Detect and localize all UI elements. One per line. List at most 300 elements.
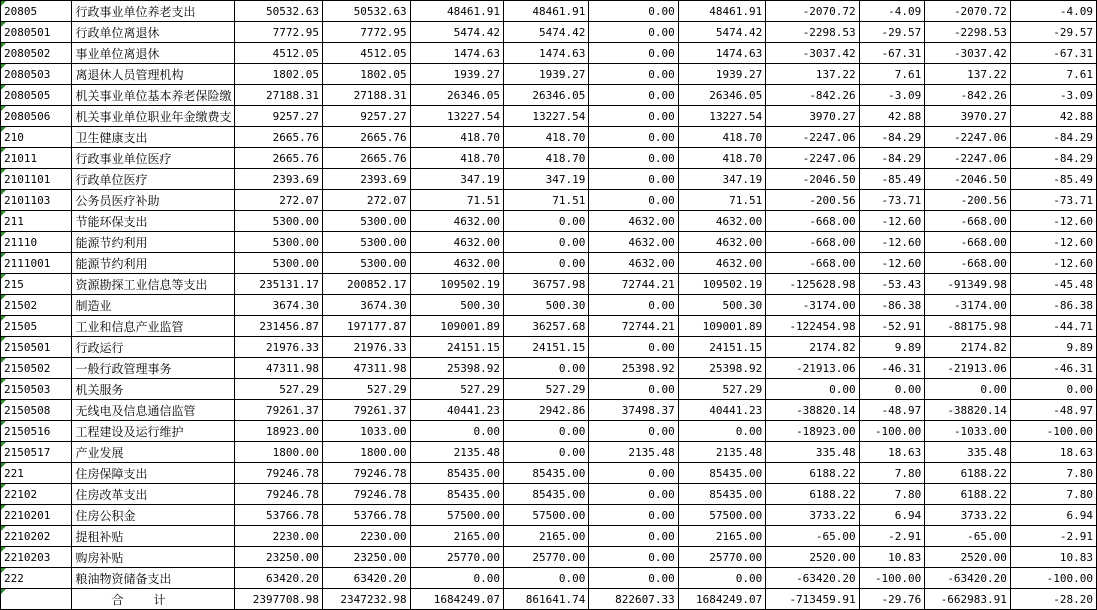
basic-cell: 24151.15 — [503, 337, 588, 358]
table-row — [1, 190, 1097, 211]
diff-basic-cell: 137.22 — [925, 64, 1011, 85]
name-cell: 住房公积金 — [72, 505, 235, 526]
basic-cell: 57500.00 — [503, 505, 588, 526]
code-cell: 211 — [1, 211, 72, 232]
actual-cell: 25398.92 — [410, 358, 503, 379]
actual-cell: 4632.00 — [410, 232, 503, 253]
budget-basic-cell: 9257.27 — [323, 106, 411, 127]
actual-cell: 1684249.07 — [410, 589, 503, 610]
diff-basic-pct-cell: -46.31 — [1010, 358, 1096, 379]
diff-pct-cell: -2.91 — [859, 526, 925, 547]
actual-total-cell: 109502.19 — [678, 274, 766, 295]
actual-total-cell: 25770.00 — [678, 547, 766, 568]
basic-cell: 500.30 — [503, 295, 588, 316]
diff-basic-cell: -3174.00 — [925, 295, 1011, 316]
basic-cell: 0.00 — [503, 421, 588, 442]
basic-cell: 36257.68 — [503, 316, 588, 337]
actual-total-cell: 500.30 — [678, 295, 766, 316]
table-row — [1, 526, 1097, 547]
name-cell: 卫生健康支出 — [72, 127, 235, 148]
table-row — [1, 337, 1097, 358]
name-cell: 粮油物资储备支出 — [72, 568, 235, 589]
basic-cell: 1474.63 — [503, 43, 588, 64]
code-cell: 2101101 — [1, 169, 72, 190]
diff-cell: -842.26 — [766, 85, 859, 106]
diff-basic-cell: -1033.00 — [925, 421, 1011, 442]
diff-cell: -3174.00 — [766, 295, 859, 316]
project-cell: 0.00 — [589, 526, 678, 547]
diff-basic-pct-cell: 10.83 — [1010, 547, 1096, 568]
budget-basic-cell: 200852.17 — [323, 274, 411, 295]
diff-pct-cell: 7.61 — [859, 64, 925, 85]
budget-cell: 4512.05 — [235, 43, 323, 64]
basic-cell: 861641.74 — [503, 589, 588, 610]
diff-basic-pct-cell: -4.09 — [1010, 1, 1096, 22]
diff-basic-pct-cell: 9.89 — [1010, 337, 1096, 358]
diff-pct-cell: -12.60 — [859, 253, 925, 274]
table-row — [1, 421, 1097, 442]
actual-total-cell: 40441.23 — [678, 400, 766, 421]
diff-cell: 335.48 — [766, 442, 859, 463]
diff-basic-pct-cell: -44.71 — [1010, 316, 1096, 337]
diff-cell: 3970.27 — [766, 106, 859, 127]
code-cell: 222 — [1, 568, 72, 589]
basic-cell: 418.70 — [503, 148, 588, 169]
diff-cell: 3733.22 — [766, 505, 859, 526]
diff-basic-cell: -38820.14 — [925, 400, 1011, 421]
name-cell: 住房保障支出 — [72, 463, 235, 484]
diff-basic-cell: -2046.50 — [925, 169, 1011, 190]
code-cell: 2080503 — [1, 64, 72, 85]
diff-cell: 6188.22 — [766, 463, 859, 484]
budget-cell: 527.29 — [235, 379, 323, 400]
budget-cell: 5300.00 — [235, 211, 323, 232]
project-cell: 2135.48 — [589, 442, 678, 463]
diff-cell: -668.00 — [766, 232, 859, 253]
code-cell: 2080506 — [1, 106, 72, 127]
name-cell: 工业和信息产业监管 — [72, 316, 235, 337]
diff-basic-pct-cell: 42.88 — [1010, 106, 1096, 127]
diff-cell: -3037.42 — [766, 43, 859, 64]
actual-total-cell: 13227.54 — [678, 106, 766, 127]
code-cell: 2080505 — [1, 85, 72, 106]
basic-cell: 2165.00 — [503, 526, 588, 547]
name-cell: 节能环保支出 — [72, 211, 235, 232]
actual-total-cell: 1474.63 — [678, 43, 766, 64]
diff-cell: 2174.82 — [766, 337, 859, 358]
code-cell: 221 — [1, 463, 72, 484]
diff-basic-cell: -91349.98 — [925, 274, 1011, 295]
actual-total-cell: 109001.89 — [678, 316, 766, 337]
budget-cell: 3674.30 — [235, 295, 323, 316]
actual-total-cell: 527.29 — [678, 379, 766, 400]
code-cell: 2150517 — [1, 442, 72, 463]
budget-cell: 5300.00 — [235, 232, 323, 253]
budget-cell: 63420.20 — [235, 568, 323, 589]
diff-pct-cell: -52.91 — [859, 316, 925, 337]
diff-pct-cell: -84.29 — [859, 148, 925, 169]
name-cell: 住房改革支出 — [72, 484, 235, 505]
table-row — [1, 1, 1097, 22]
budget-cell: 9257.27 — [235, 106, 323, 127]
code-cell: 2150501 — [1, 337, 72, 358]
name-cell: 提租补贴 — [72, 526, 235, 547]
table-row — [1, 274, 1097, 295]
actual-total-cell: 5474.42 — [678, 22, 766, 43]
actual-total-cell: 418.70 — [678, 127, 766, 148]
budget-basic-cell: 2347232.98 — [323, 589, 411, 610]
actual-total-cell: 57500.00 — [678, 505, 766, 526]
table-row — [1, 169, 1097, 190]
project-cell: 0.00 — [589, 169, 678, 190]
project-cell: 4632.00 — [589, 232, 678, 253]
budget-cell: 1802.05 — [235, 64, 323, 85]
project-cell: 0.00 — [589, 1, 678, 22]
actual-total-cell: 71.51 — [678, 190, 766, 211]
diff-basic-pct-cell: -12.60 — [1010, 211, 1096, 232]
table-row — [1, 127, 1097, 148]
diff-pct-cell: -29.76 — [859, 589, 925, 610]
budget-basic-cell: 2665.76 — [323, 127, 411, 148]
basic-cell: 527.29 — [503, 379, 588, 400]
table-row — [1, 442, 1097, 463]
project-cell: 0.00 — [589, 484, 678, 505]
budget-cell: 1800.00 — [235, 442, 323, 463]
actual-cell: 5474.42 — [410, 22, 503, 43]
table-row — [1, 463, 1097, 484]
code-cell: 2080502 — [1, 43, 72, 64]
budget-basic-cell: 63420.20 — [323, 568, 411, 589]
basic-cell: 418.70 — [503, 127, 588, 148]
diff-pct-cell: -48.97 — [859, 400, 925, 421]
diff-basic-pct-cell: 7.61 — [1010, 64, 1096, 85]
basic-cell: 0.00 — [503, 253, 588, 274]
project-cell: 0.00 — [589, 43, 678, 64]
actual-cell: 13227.54 — [410, 106, 503, 127]
diff-basic-pct-cell: 0.00 — [1010, 379, 1096, 400]
actual-cell: 24151.15 — [410, 337, 503, 358]
actual-total-cell: 347.19 — [678, 169, 766, 190]
budget-basic-cell: 5300.00 — [323, 253, 411, 274]
name-cell: 产业发展 — [72, 442, 235, 463]
diff-basic-pct-cell: 7.80 — [1010, 463, 1096, 484]
diff-pct-cell: 6.94 — [859, 505, 925, 526]
actual-total-cell: 4632.00 — [678, 232, 766, 253]
actual-total-cell: 85435.00 — [678, 463, 766, 484]
project-cell: 0.00 — [589, 379, 678, 400]
project-cell: 72744.21 — [589, 316, 678, 337]
budget-basic-cell: 79261.37 — [323, 400, 411, 421]
diff-basic-pct-cell: -29.57 — [1010, 22, 1096, 43]
table-row — [1, 547, 1097, 568]
basic-cell: 13227.54 — [503, 106, 588, 127]
code-cell: 2210201 — [1, 505, 72, 526]
diff-basic-pct-cell: -3.09 — [1010, 85, 1096, 106]
table-row — [1, 253, 1097, 274]
diff-basic-cell: -63420.20 — [925, 568, 1011, 589]
table-row — [1, 295, 1097, 316]
diff-cell: 6188.22 — [766, 484, 859, 505]
diff-cell: -668.00 — [766, 253, 859, 274]
code-cell: 2210202 — [1, 526, 72, 547]
project-cell: 0.00 — [589, 295, 678, 316]
budget-cell: 235131.17 — [235, 274, 323, 295]
name-cell: 能源节约利用 — [72, 253, 235, 274]
budget-cell: 47311.98 — [235, 358, 323, 379]
diff-pct-cell: -3.09 — [859, 85, 925, 106]
table-row — [1, 358, 1097, 379]
diff-cell: -713459.91 — [766, 589, 859, 610]
name-cell: 行政事业单位医疗 — [72, 148, 235, 169]
code-cell: 21110 — [1, 232, 72, 253]
budget-cell: 231456.87 — [235, 316, 323, 337]
code-cell: 2150503 — [1, 379, 72, 400]
diff-basic-cell: 2520.00 — [925, 547, 1011, 568]
actual-cell: 500.30 — [410, 295, 503, 316]
actual-cell: 1474.63 — [410, 43, 503, 64]
diff-cell: 2520.00 — [766, 547, 859, 568]
budget-basic-cell: 2230.00 — [323, 526, 411, 547]
actual-total-cell: 418.70 — [678, 148, 766, 169]
project-cell: 37498.37 — [589, 400, 678, 421]
diff-basic-cell: -21913.06 — [925, 358, 1011, 379]
diff-pct-cell: -46.31 — [859, 358, 925, 379]
name-cell: 机关服务 — [72, 379, 235, 400]
basic-cell: 0.00 — [503, 442, 588, 463]
diff-pct-cell: -85.49 — [859, 169, 925, 190]
diff-cell: -122454.98 — [766, 316, 859, 337]
budget-cell: 79246.78 — [235, 484, 323, 505]
actual-total-cell: 25398.92 — [678, 358, 766, 379]
diff-basic-cell: -88175.98 — [925, 316, 1011, 337]
diff-pct-cell: 42.88 — [859, 106, 925, 127]
budget-basic-cell: 1802.05 — [323, 64, 411, 85]
diff-basic-cell: -65.00 — [925, 526, 1011, 547]
table-row — [1, 400, 1097, 421]
actual-cell: 26346.05 — [410, 85, 503, 106]
budget-basic-cell: 197177.87 — [323, 316, 411, 337]
basic-cell: 71.51 — [503, 190, 588, 211]
budget-cell: 272.07 — [235, 190, 323, 211]
name-cell: 合计 — [72, 589, 235, 610]
basic-cell: 347.19 — [503, 169, 588, 190]
diff-cell: -125628.98 — [766, 274, 859, 295]
diff-basic-cell: 6188.22 — [925, 463, 1011, 484]
basic-cell: 2942.86 — [503, 400, 588, 421]
project-cell: 0.00 — [589, 64, 678, 85]
basic-cell: 48461.91 — [503, 1, 588, 22]
diff-cell: -21913.06 — [766, 358, 859, 379]
diff-basic-pct-cell: -67.31 — [1010, 43, 1096, 64]
diff-pct-cell: 7.80 — [859, 484, 925, 505]
budget-basic-cell: 2393.69 — [323, 169, 411, 190]
project-cell: 0.00 — [589, 190, 678, 211]
basic-cell: 1939.27 — [503, 64, 588, 85]
diff-basic-pct-cell: -84.29 — [1010, 127, 1096, 148]
basic-cell: 36757.98 — [503, 274, 588, 295]
budget-cell: 79261.37 — [235, 400, 323, 421]
project-cell: 0.00 — [589, 463, 678, 484]
diff-basic-cell: -200.56 — [925, 190, 1011, 211]
name-cell: 一般行政管理事务 — [72, 358, 235, 379]
table-row — [1, 211, 1097, 232]
diff-basic-cell: 0.00 — [925, 379, 1011, 400]
diff-cell: 0.00 — [766, 379, 859, 400]
actual-cell: 1939.27 — [410, 64, 503, 85]
diff-cell: -668.00 — [766, 211, 859, 232]
actual-cell: 48461.91 — [410, 1, 503, 22]
actual-total-cell: 26346.05 — [678, 85, 766, 106]
budget-basic-cell: 7772.95 — [323, 22, 411, 43]
budget-cell: 18923.00 — [235, 421, 323, 442]
budget-cell: 23250.00 — [235, 547, 323, 568]
actual-cell: 57500.00 — [410, 505, 503, 526]
diff-basic-pct-cell: -73.71 — [1010, 190, 1096, 211]
diff-basic-cell: 3970.27 — [925, 106, 1011, 127]
project-cell: 0.00 — [589, 568, 678, 589]
code-cell: 20805 — [1, 1, 72, 22]
budget-cell: 2230.00 — [235, 526, 323, 547]
actual-total-cell: 0.00 — [678, 421, 766, 442]
actual-cell: 25770.00 — [410, 547, 503, 568]
basic-cell: 0.00 — [503, 358, 588, 379]
table-row — [1, 106, 1097, 127]
budget-basic-cell: 23250.00 — [323, 547, 411, 568]
budget-basic-cell: 3674.30 — [323, 295, 411, 316]
budget-cell: 53766.78 — [235, 505, 323, 526]
budget-basic-cell: 5300.00 — [323, 232, 411, 253]
actual-cell: 4632.00 — [410, 211, 503, 232]
actual-cell: 71.51 — [410, 190, 503, 211]
project-cell: 0.00 — [589, 148, 678, 169]
code-cell: 210 — [1, 127, 72, 148]
actual-cell: 2165.00 — [410, 526, 503, 547]
diff-basic-pct-cell: -12.60 — [1010, 253, 1096, 274]
budget-basic-cell: 47311.98 — [323, 358, 411, 379]
actual-cell: 418.70 — [410, 148, 503, 169]
diff-basic-pct-cell: -100.00 — [1010, 568, 1096, 589]
code-cell: 2150502 — [1, 358, 72, 379]
diff-basic-pct-cell: -48.97 — [1010, 400, 1096, 421]
diff-basic-cell: 3733.22 — [925, 505, 1011, 526]
budget-basic-cell: 79246.78 — [323, 484, 411, 505]
diff-basic-cell: -842.26 — [925, 85, 1011, 106]
budget-basic-cell: 4512.05 — [323, 43, 411, 64]
code-cell: 2111001 — [1, 253, 72, 274]
diff-pct-cell: -4.09 — [859, 1, 925, 22]
table-row — [1, 232, 1097, 253]
table-row — [1, 505, 1097, 526]
budget-cell: 7772.95 — [235, 22, 323, 43]
budget-cell: 5300.00 — [235, 253, 323, 274]
diff-pct-cell: -29.57 — [859, 22, 925, 43]
basic-cell: 0.00 — [503, 232, 588, 253]
code-cell: 2150508 — [1, 400, 72, 421]
project-cell: 72744.21 — [589, 274, 678, 295]
actual-cell: 0.00 — [410, 568, 503, 589]
diff-cell: -2247.06 — [766, 127, 859, 148]
table-row — [1, 43, 1097, 64]
code-cell: 2080501 — [1, 22, 72, 43]
diff-cell: -2298.53 — [766, 22, 859, 43]
total-row — [1, 589, 1097, 610]
basic-cell: 0.00 — [503, 568, 588, 589]
table-row — [1, 484, 1097, 505]
diff-cell: -2046.50 — [766, 169, 859, 190]
diff-pct-cell: -86.38 — [859, 295, 925, 316]
diff-cell: -2070.72 — [766, 1, 859, 22]
diff-basic-pct-cell: -12.60 — [1010, 232, 1096, 253]
budget-basic-cell: 21976.33 — [323, 337, 411, 358]
budget-cell: 2665.76 — [235, 148, 323, 169]
name-cell: 行政单位离退休 — [72, 22, 235, 43]
budget-basic-cell: 1800.00 — [323, 442, 411, 463]
diff-cell: -63420.20 — [766, 568, 859, 589]
name-cell: 公务员医疗补助 — [72, 190, 235, 211]
name-cell: 制造业 — [72, 295, 235, 316]
diff-basic-cell: -2247.06 — [925, 127, 1011, 148]
actual-total-cell: 1684249.07 — [678, 589, 766, 610]
name-cell: 工程建设及运行维护 — [72, 421, 235, 442]
code-cell: 215 — [1, 274, 72, 295]
diff-basic-pct-cell: -100.00 — [1010, 421, 1096, 442]
table-row — [1, 22, 1097, 43]
project-cell: 4632.00 — [589, 211, 678, 232]
diff-basic-cell: -2247.06 — [925, 148, 1011, 169]
actual-total-cell: 2135.48 — [678, 442, 766, 463]
budget-cell: 79246.78 — [235, 463, 323, 484]
table-row — [1, 148, 1097, 169]
diff-basic-pct-cell: 7.80 — [1010, 484, 1096, 505]
project-cell: 0.00 — [589, 85, 678, 106]
actual-cell: 0.00 — [410, 421, 503, 442]
diff-pct-cell: 18.63 — [859, 442, 925, 463]
diff-pct-cell: -100.00 — [859, 568, 925, 589]
diff-cell: -200.56 — [766, 190, 859, 211]
name-cell: 事业单位离退休 — [72, 43, 235, 64]
diff-pct-cell: -12.60 — [859, 232, 925, 253]
code-cell: 21502 — [1, 295, 72, 316]
budget-basic-cell: 53766.78 — [323, 505, 411, 526]
budget-basic-cell: 5300.00 — [323, 211, 411, 232]
name-cell: 离退休人员管理机构 — [72, 64, 235, 85]
budget-basic-cell: 27188.31 — [323, 85, 411, 106]
budget-cell: 2665.76 — [235, 127, 323, 148]
actual-total-cell: 4632.00 — [678, 211, 766, 232]
code-cell: 2210203 — [1, 547, 72, 568]
diff-cell: -18923.00 — [766, 421, 859, 442]
actual-total-cell: 24151.15 — [678, 337, 766, 358]
diff-basic-pct-cell: -86.38 — [1010, 295, 1096, 316]
name-cell: 能源节约利用 — [72, 232, 235, 253]
diff-basic-pct-cell: -45.48 — [1010, 274, 1096, 295]
name-cell: 无线电及信息通信监管 — [72, 400, 235, 421]
diff-cell: -65.00 — [766, 526, 859, 547]
code-cell: 2101103 — [1, 190, 72, 211]
project-cell: 0.00 — [589, 127, 678, 148]
name-cell: 机关事业单位职业年金缴费支 — [72, 106, 235, 127]
project-cell: 0.00 — [589, 547, 678, 568]
diff-basic-pct-cell: -85.49 — [1010, 169, 1096, 190]
diff-basic-cell: 335.48 — [925, 442, 1011, 463]
diff-pct-cell: -12.60 — [859, 211, 925, 232]
budget-basic-cell: 1033.00 — [323, 421, 411, 442]
name-cell: 机关事业单位基本养老保险缴 — [72, 85, 235, 106]
diff-cell: -2247.06 — [766, 148, 859, 169]
actual-total-cell: 2165.00 — [678, 526, 766, 547]
actual-cell: 527.29 — [410, 379, 503, 400]
diff-pct-cell: 10.83 — [859, 547, 925, 568]
